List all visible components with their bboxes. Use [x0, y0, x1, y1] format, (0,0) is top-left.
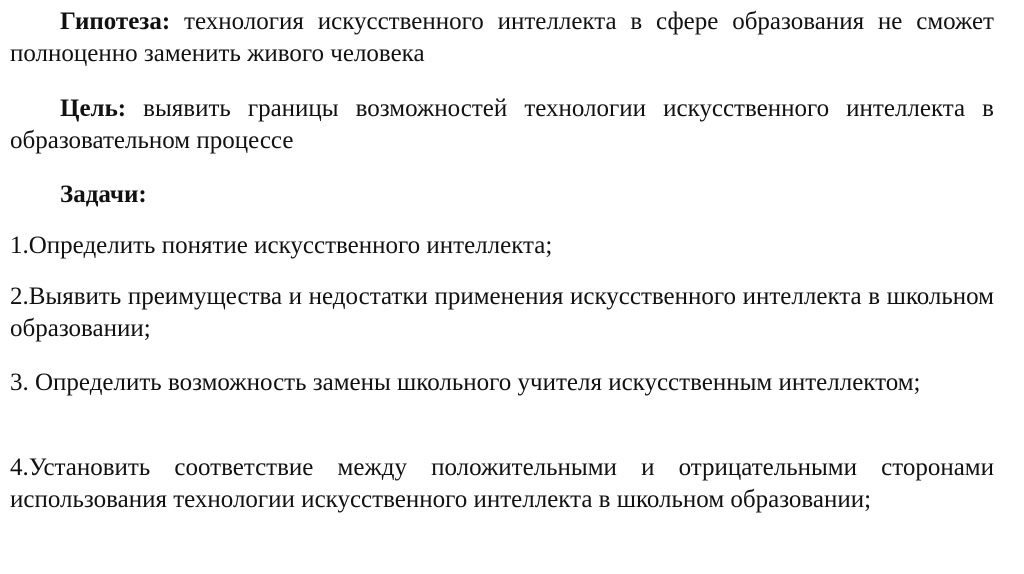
task-item-1: 1.Определить понятие искусственного интеллекта; [10, 232, 553, 259]
goal-label: Цель: [60, 95, 127, 122]
task-item-2: 2.Выявить преимущества и недостатки применения искусственного интеллекта в школьном образовании; [10, 283, 994, 342]
goal-text: выявить границы возможностей технологии искусственного интеллекта в образовательном процессе [10, 95, 994, 154]
hypothesis-paragraph [10, 6, 994, 70]
task-item-4: 4.Установить соответствие между положительными и отрицательными сторонами использования технологии искусственного интеллекта в школьном образовании; [10, 454, 994, 513]
hypothesis-label: Гипотеза: [60, 8, 171, 35]
task-item-3: 3. Определить возможность замены школьного учителя искусственным интеллектом; [10, 369, 921, 396]
tasks-heading-label: Задачи: [60, 181, 147, 208]
goal-paragraph [10, 93, 994, 157]
hypothesis-text: технология искусственного интеллекта в сфере образования не сможет полноценно заменить живого человека [10, 8, 994, 67]
tasks-heading [10, 179, 994, 211]
